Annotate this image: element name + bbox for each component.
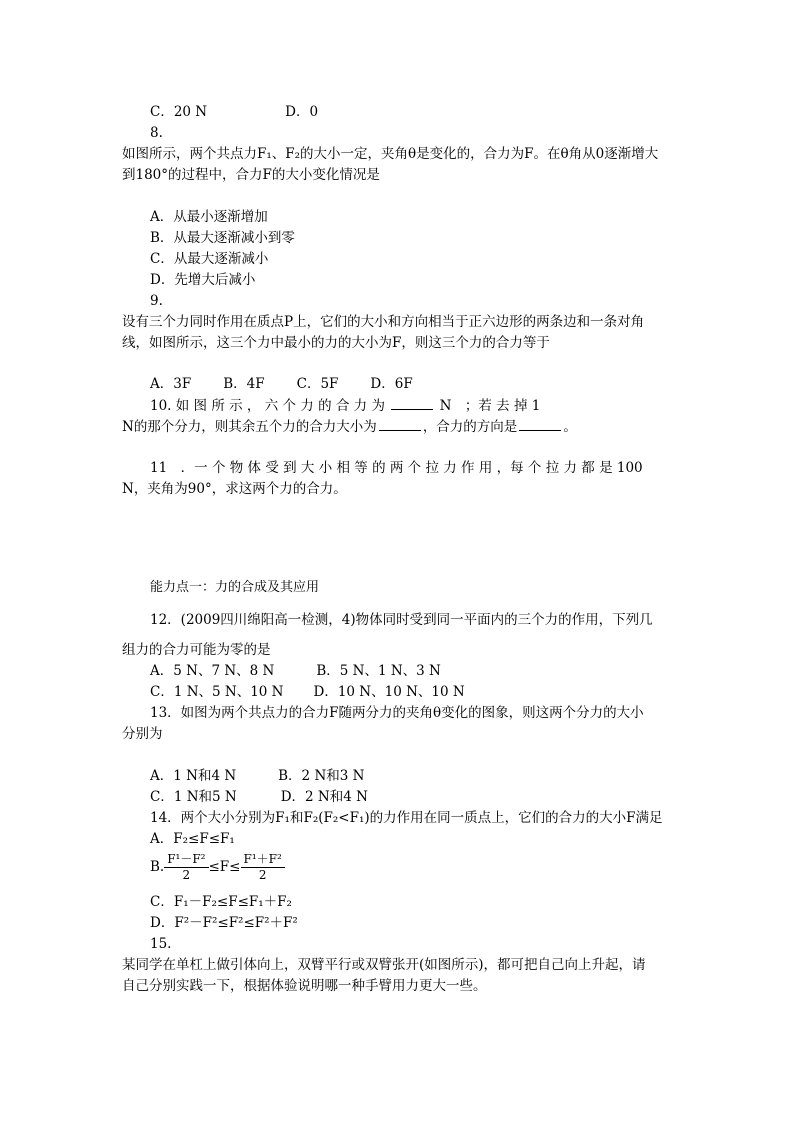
q9-options xyxy=(150,374,413,394)
q13-options-row1 xyxy=(150,766,364,786)
q9-option-a: A．3F xyxy=(150,376,192,392)
q14-option-d: D．F²－F²≤F²≤F²＋F² xyxy=(150,915,298,931)
q13-option-b: B．2 N和3 N xyxy=(278,768,365,784)
q12-stem-line1: 12．(2009四川绵阳高一检测，4)物体同时受到同一平面内的三个力的作用，下列几 xyxy=(150,612,653,628)
q9-option-d: D．6F xyxy=(370,376,413,392)
q10-stem-part1: 10. 如 图 所 示 ， 六 个 力 的 合 力 为 xyxy=(150,398,385,414)
q14-option-b-label: B. xyxy=(150,859,165,875)
q12-options-row1 xyxy=(150,661,441,681)
q14-fraction-1-numerator: F¹－F² xyxy=(164,852,208,868)
q12-option-d: D．10 N、10 N、10 N xyxy=(313,684,465,700)
q14-fraction-1-denominator: 2 xyxy=(182,868,191,882)
q10-line2 xyxy=(122,416,577,437)
q8-number: 8. xyxy=(150,125,163,141)
q14-option-a: A．F₂≤F≤F₁ xyxy=(150,831,235,847)
q9-option-b: B．4F xyxy=(223,376,265,392)
q14-fraction-1 xyxy=(164,852,208,883)
q13-option-a: A．1 N和4 N xyxy=(150,768,237,784)
q10-stem-part3: N的那个分力，则其余五个力的合力大小为 xyxy=(122,419,377,435)
q14-option-b-middle: ≤F≤ xyxy=(208,859,241,875)
q12-stem-line2: 组力的合力可能为零的是 xyxy=(122,642,271,658)
q13-option-c: C．1 N和5 N xyxy=(150,789,237,805)
q10-stem-part5: 。 xyxy=(563,419,577,435)
q9-option-c: C．5F xyxy=(296,376,339,392)
q7-options xyxy=(150,102,318,122)
q8-stem-line1: 如图所示，两个共点力F₁、F₂的大小一定，夹角θ是变化的，合力为F。在θ角从0逐渐增大 xyxy=(122,146,659,162)
q14-fraction-2 xyxy=(241,852,285,883)
q8-option-d: D．先增大后减小 xyxy=(150,272,256,288)
q9-number: 9. xyxy=(150,293,163,309)
q14-option-c: C．F₁－F₂≤F≤F₁＋F₂ xyxy=(150,894,292,910)
q15-stem-line2: 自己分别实践一下，根据体验说明哪一种手臂用力更大一些。 xyxy=(122,978,487,994)
q7-option-d: D．0 xyxy=(285,104,319,120)
q9-stem-line2: 线，如图所示，这三个力中最小的力的大小为F，则这三个力的合力等于 xyxy=(122,335,550,351)
q10-answer-blank-3 xyxy=(519,416,561,431)
q11-line1: 11 ．一 个 物 体 受 到 大 小 相 等 的 两 个 拉 力 作 用 ，每 个 拉 力 都 是 100 xyxy=(150,460,643,476)
q8-option-c: C．从最大逐渐减小 xyxy=(150,251,269,267)
q8-stem-line2: 到180°的过程中，合力F的大小变化情况是 xyxy=(122,167,380,183)
q13-options-row2 xyxy=(150,787,368,807)
q15-stem-line1: 某同学在单杠上做引体向上，双臂平行或双臂张开(如图所示)，都可把自己向上升起，请 xyxy=(122,957,646,973)
q13-option-d: D．2 N和4 N xyxy=(280,789,368,805)
q14-fraction-2-denominator: 2 xyxy=(258,868,267,882)
section-heading: 能力点一：力的合成及其应用 xyxy=(150,580,320,595)
q15-number: 15. xyxy=(150,936,172,952)
q10-stem-part2: N ；若 去 掉 1 xyxy=(439,398,541,414)
q12-option-c: C．1 N、5 N、10 N xyxy=(150,684,284,700)
q12-options-row2 xyxy=(150,682,465,702)
q10-line1 xyxy=(150,395,540,416)
q11-line2: N，夹角为90°，求这两个力的合力。 xyxy=(122,481,347,497)
q7-option-c: C．20 N xyxy=(150,104,208,120)
q9-stem-line1: 设有三个力同时作用在质点P上，它们的大小和方向相当于正六边形的两条边和一条对角 xyxy=(122,314,645,330)
q10-stem-part4: ，合力的方向是 xyxy=(422,419,518,435)
q14-stem: 14．两个大小分别为F₁和F₂(F₂<F₁)的力作用在同一质点上，它们的合力的大小F满足 xyxy=(150,810,663,826)
q10-answer-blank-2 xyxy=(379,416,421,431)
q13-stem-line1: 13．如图为两个共点力的合力F随两分力的夹角θ变化的图象，则这两个分力的大小 xyxy=(150,705,644,721)
q10-answer-blank-1 xyxy=(391,395,433,410)
q8-option-b: B．从最大逐渐减小到零 xyxy=(150,230,295,246)
q12-option-b: B．5 N、1 N、3 N xyxy=(316,663,441,679)
q14-fraction-2-numerator: F¹＋F² xyxy=(241,852,285,868)
q8-option-a: A．从最小逐渐增加 xyxy=(150,209,268,225)
q13-stem-line2: 分别为 xyxy=(122,726,163,742)
q14-option-b xyxy=(150,850,285,884)
q12-option-a: A．5 N、7 N、8 N xyxy=(150,663,275,679)
